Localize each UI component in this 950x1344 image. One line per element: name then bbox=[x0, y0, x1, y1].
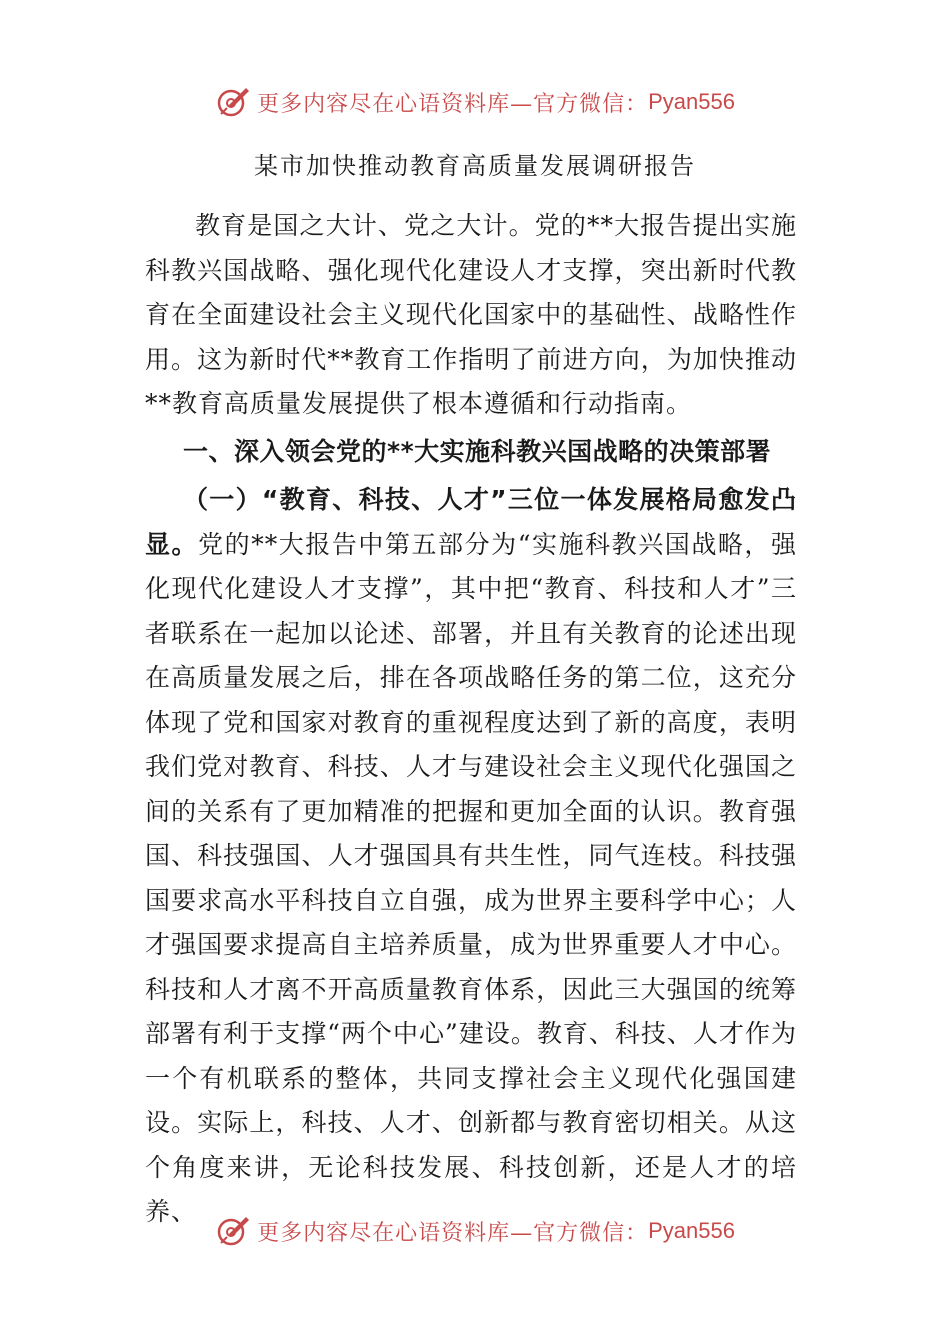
header-watermark-banner bbox=[0, 82, 950, 122]
banner-site-text: 更多内容尽在心语资料库—官方微信： bbox=[257, 91, 649, 117]
banner-wechat-id: Pyan556 bbox=[648, 89, 735, 114]
pen-logo-icon bbox=[215, 1213, 251, 1249]
pen-logo-icon bbox=[215, 84, 251, 120]
subsection-body: 党的**大报告中第五部分为“实施科教兴国战略，强化现代化建设人才支撑”，其中把“教育、科技和人才”三者联系在一起加以论述、部署，并且有关教育的论述出现在高质量发展之后，排在各项战略任务的第二位，这充分体现了党和国家对教育的重视程度达到了新的高度，表明我们党对教育、科技、人才与建设社会主义现代化强国之间的关系有了更加精准的把握和更加全面的认识。教育强国、科技强国、人才强国具有共生性，同气连枝。科技强国要求高水平科技自立自强，成为世界主要科学中心；人才强国要求提高自主培养质量，成为世界重要人才中心。科技和人才离不开高质量教育体系，因此三大强国的统筹部署有利于支撑“两个中心”建设。教育、科技、人才作为一个有机联系的整体，共同支撑社会主义现代化强国建设。实际上，科技、人才、创新都与教育密切相关。从这个角度来讲，无论科技发展、科技创新，还是人才的培养、 bbox=[145, 529, 797, 1226]
intro-paragraph: 教育是国之大计、党之大计。党的**大报告提出实施科教兴国战略、强化现代化建设人才支撑，突出新时代教育在全面建设社会主义现代化国家中的基础性、战略性作用。这为新时代**教育工作指明了前进方向，为加快推动**教育高质量发展提供了根本遵循和行动指南。 bbox=[145, 211, 797, 418]
document-title: 某市加快推动教育高质量发展调研报告 bbox=[254, 152, 696, 180]
subsection-paragraph bbox=[145, 478, 797, 1235]
subsection-lead: （一）“教育、科技、人才”三位一体发展格局愈发凸显。 bbox=[145, 485, 797, 559]
banner-site-text: 更多内容尽在心语资料库—官方微信： bbox=[257, 1220, 649, 1246]
section-heading: 一、深入领会党的**大实施科教兴国战略的决策部署 bbox=[183, 437, 772, 466]
banner-wechat-id: Pyan556 bbox=[648, 1218, 735, 1243]
footer-watermark-banner bbox=[0, 1211, 950, 1251]
